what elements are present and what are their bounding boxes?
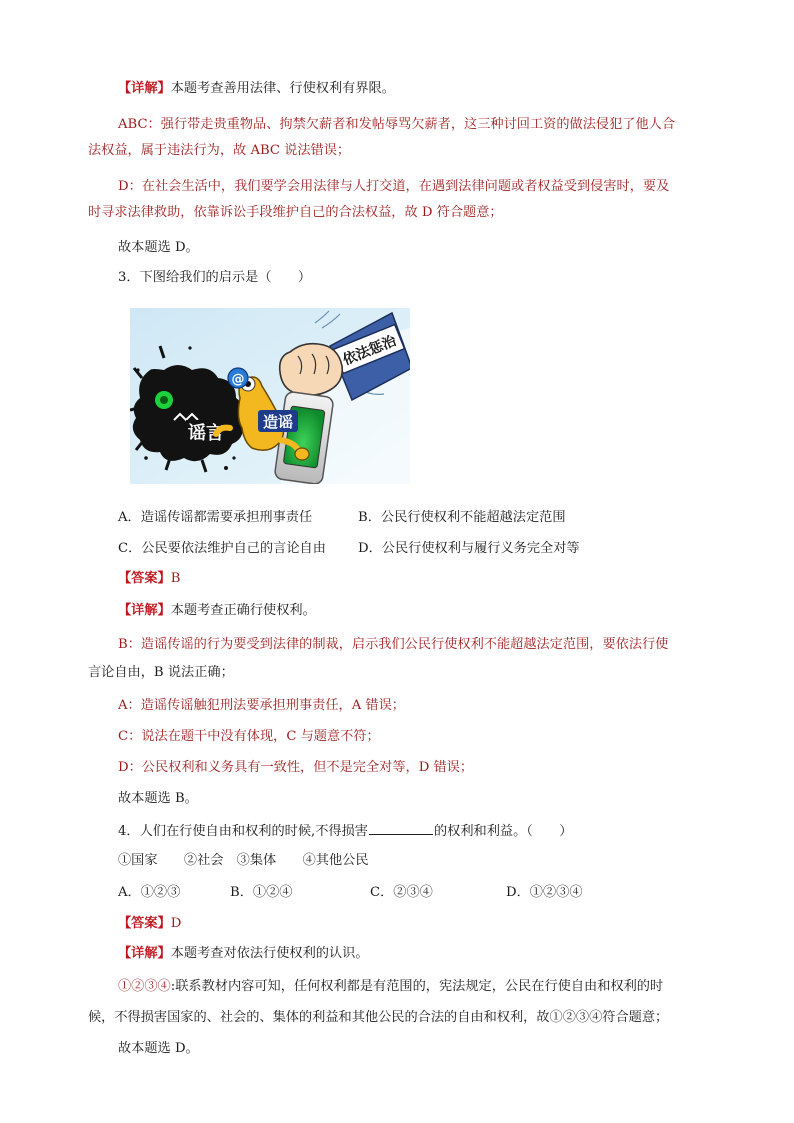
q3-cartoon-figure: [130, 308, 410, 484]
q3-question: 3．下图给我们的启示是（ ）: [118, 270, 312, 285]
q4-expl-line2: 候，不得损害国家的、社会的、集体的利益和其他公民的合法的自由和权利，故①②③④符合题意；: [88, 1010, 669, 1025]
q4-detail-intro: 本题考查对依法行使权利的认识。: [170, 946, 369, 961]
q4-detail-tag: 【详解】: [118, 946, 171, 961]
q4-expl-prefix: ①②③④: [118, 979, 171, 994]
q4-question-post: 的权利和利益。（ ）: [433, 824, 573, 839]
q3-answer-line: [118, 570, 180, 588]
q3-answer: B: [170, 571, 181, 586]
q2-d-line1: D：在社会生活中，我们要学会用法律与人打交道，在遇到法律问题或者权益受到侵害时，要及: [118, 179, 670, 194]
q4-conclusion: 故本题选 D。: [118, 1041, 199, 1056]
q4-detail-line: [118, 945, 369, 963]
q2-detail-line: [118, 80, 395, 98]
q4-items: ①国家 ②社会 ③集体 ④其他公民: [118, 853, 369, 868]
q3-a-line: A：造谣传谣触犯刑法要承担刑事责任，A 错误；: [118, 698, 405, 713]
fabricate-text: 造谣: [262, 413, 294, 431]
q4-answer-line: [118, 915, 181, 933]
q4-option-a: A．①②③: [118, 885, 181, 900]
q4-question: [118, 821, 572, 841]
q3-option-d: D．公民行使权利与履行义务完全对等: [358, 541, 580, 556]
cartoon-illustration: [130, 308, 410, 484]
at-symbol: @: [231, 372, 245, 387]
q3-conclusion: 故本题选 B。: [118, 791, 198, 806]
q3-b-line2: 言论自由，B 说法正确；: [88, 665, 234, 680]
q4-answer-blank: [369, 821, 433, 835]
q3-answer-tag: 【答案】: [118, 571, 171, 586]
q2-abc-line2: 法权益，属于违法行为，故 ABC 说法错误；: [88, 143, 351, 158]
sign-text: 依法惩治: [340, 332, 399, 369]
q3-detail-line: [118, 602, 316, 620]
q4-question-pre: 4．人们在行使自由和权利的时候,不得损害: [118, 824, 368, 839]
q4-expl-line1: [118, 978, 663, 996]
q2-detail-tag: 【详解】: [118, 81, 171, 96]
rumor-text: 谣言: [188, 423, 224, 444]
q3-detail-tag: 【详解】: [118, 603, 171, 618]
q2-conclusion: 故本题选 D。: [118, 240, 199, 255]
q3-option-a: A．造谣传谣都需要承担刑事责任: [118, 510, 313, 525]
q2-d-line2: 时寻求法律救助，依靠诉讼手段维护自己的合法权益，故 D 符合题意；: [88, 205, 503, 220]
q4-expl-text1: :联系教材内容可知，任何权利都是有范围的，宪法规定，公民在行使自由和权利的时: [170, 979, 664, 994]
q3-option-c: C．公民要依法维护自己的言论自由: [118, 541, 326, 556]
q4-answer: D: [170, 916, 182, 931]
q3-detail-intro: 本题考查正确行使权利。: [170, 603, 316, 618]
q4-option-b: B．①②④: [230, 885, 293, 900]
q3-d-line: D：公民权利和义务具有一致性，但不是完全对等，D 错误；: [118, 760, 474, 775]
q3-option-b: B．公民行使权利不能超越法定范围: [358, 510, 566, 525]
q3-c-line: C：说法在题干中没有体现，C 与题意不符；: [118, 729, 380, 744]
q4-option-c: C．②③④: [370, 885, 433, 900]
q2-abc-line1: ABC：强行带走贵重物品、拘禁欠薪者和发帖辱骂欠薪者，这三种讨回工资的做法侵犯了他人合: [118, 117, 676, 132]
q2-detail-intro: 本题考查善用法律、行使权利有界限。: [170, 81, 395, 96]
q4-option-d: D．①②③④: [506, 885, 583, 900]
q4-answer-tag: 【答案】: [118, 916, 171, 931]
q3-b-line1: B：造谣传谣的行为要受到法律的制裁，启示我们公民行使权利不能超越法定范围，要依法行使: [118, 637, 669, 652]
